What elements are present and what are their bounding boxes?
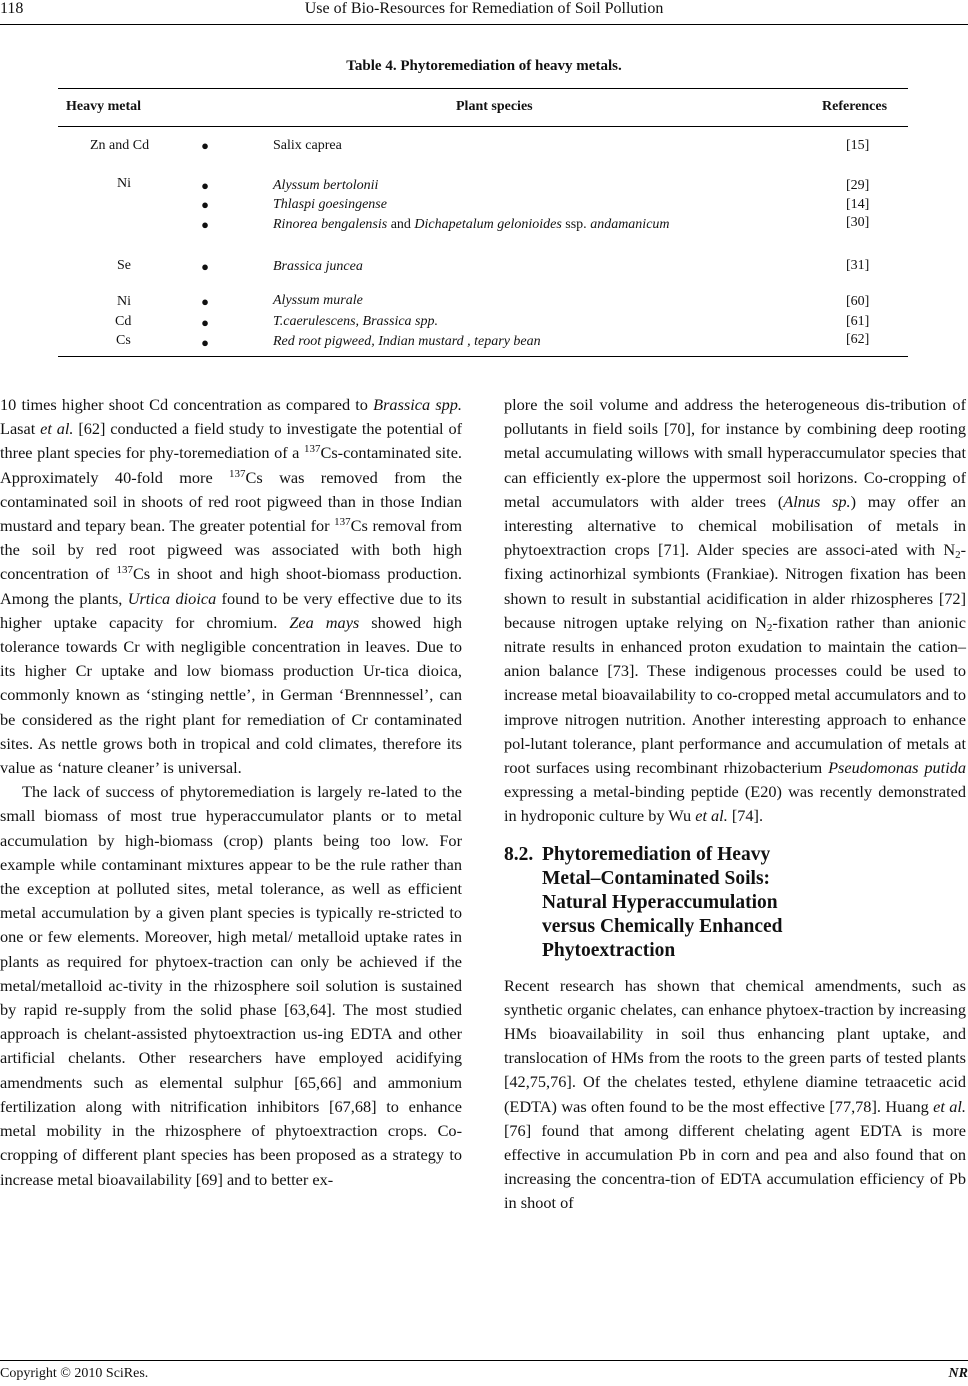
bullet-icon: ● — [201, 294, 209, 309]
body-paragraph: Recent research has shown that chemical amendments, such as synthetic organic chelates, can enhance phytoex-traction by increasing HMs bioavailability in soil thus enhancing plant uptake, and translocation of HMs from the roots to the green parts of tested plants [42,75,76]. Of the chelates tested, ethylene diamine tetraacetic acid (EDTA) was often found to be the most effective [77,78]. Huang et al. [76] found that among different chelating agent EDTA is more effective in accumulation Pb in corn and pea and also found that on increasing the concentra-tion of EDTA accumulation efficiency of Pb in shoot of — [504, 975, 966, 1213]
left-column — [0, 393, 462, 1192]
metal-cell: Ni — [117, 176, 131, 191]
species-cell: Alyssum bertolonii — [273, 178, 379, 193]
reference-cell: [14] — [846, 197, 870, 212]
reference-cell: [60] — [846, 294, 870, 309]
metal-cell: Cd — [115, 314, 132, 329]
journal-abbreviation: NR — [948, 1366, 968, 1381]
bullet-icon: ● — [201, 335, 209, 350]
section-title-line: Phytoextraction — [542, 939, 676, 961]
species-cell: Brassica juncea — [273, 259, 363, 274]
col-header-plant-species: Plant species — [456, 99, 533, 114]
bullet-icon: ● — [201, 259, 209, 274]
running-title: Use of Bio-Resources for Remediation of Soil Pollution — [304, 0, 664, 17]
species-cell: Alyssum murale — [273, 293, 363, 308]
species-cell: T.caerulescens, Brassica spp. — [273, 314, 438, 329]
reference-cell: [31] — [846, 258, 870, 273]
header-rule — [0, 24, 968, 25]
body-paragraph: The lack of success of phytoremediation is largely re-lated to the small biomass of most true hyperaccumulator plants or to metal accumulation by high-biomass (crop) plants being too low. For example while contaminant mixtures appear to be the rule rather than the exception at polluted sites, metal tolerance, as well as efficient metal accumulation by a given plant species is typically re-stricted to one or few elements. Moreover, high metal/ metalloid uptake rates in plants as required for phytoex-traction can only be achieved if the metal/metalloid ac-tivity in the rhizosphere soil solution is sustained by rapid re-supply from the solid phase [63,64]. The most studied approach is chelant-assisted phytoextraction us-ing EDTA and other artificial chelants. Other researchers have employed acidifying amendments such as elemental sulphur [65,66] and ammonium fertilization along with nitrification inhibitors [67,68] to enhance metal mobility in the rhizosphere of phytoextraction crops. Co-cropping of different plant species has been proposed as a strategy to increase metal bioavailability [69] and to better ex- — [0, 782, 462, 1189]
section-title-line: Phytoremediation of Heavy — [542, 843, 771, 865]
section-title-line: Natural Hyperaccumulation — [542, 891, 778, 913]
right-column — [504, 393, 966, 1216]
page-number: 118 — [0, 0, 24, 17]
table-header-rule — [58, 126, 908, 127]
footer-rule — [0, 1360, 968, 1361]
col-header-heavy-metal: Heavy metal — [66, 99, 142, 114]
metal-cell: Cs — [116, 333, 131, 348]
reference-cell: [62] — [846, 332, 870, 347]
body-paragraph: 10 times higher shoot Cd concentration as compared to Brassica spp. Lasat et al. [62] conducted a field study to investigate the potential of three plant species for phy-toremediation of a $^{137}$Cs-contaminated site. Approximately 40-fold more $^{137}$Cs was removed from the contaminated soil in shoots of red root pigweed than in those Indian mustard and tepary bean. The greater potential for $^{137}$Cs removal from the soil by red root pigweed was associated with both high concentration of $^{137}$Cs in shoot and high shoot-biomass production. Among the plants, Urtica dioica found to be very effective due to its higher uptake capacity for chromium. Zea mays showed high tolerance towards Cr with negligible concentration in leaves. Due to its higher Cr uptake and low biomass production Ur-tica dioica, commonly known as ‘stinging nettle’, in German ‘Brennnessel’, can be considered as the right plant for remediation of Cr contaminated sites. As nettle grows both in tropical and cold climates, therefore its value as ‘nature cleaner’ is universal. — [0, 395, 463, 778]
metal-cell: Se — [117, 258, 131, 273]
bullet-icon: ● — [201, 197, 209, 212]
bullet-icon: ● — [201, 178, 209, 193]
reference-cell: [30] — [846, 215, 870, 230]
body-paragraph: plore the soil volume and address the heterogeneous dis-tribution of pollutants in field soils [70], for instance by combining deep rooting metal accumulating willows with small hyperaccumulator species that can efficiently ex-plore the uppermost soil horizons. Co-cropping of metal accumulators with alder trees (Alnus sp.) may offer an interesting alternative to chemical mobilisation of metals in phytoextraction crops [71]. Alder species are associ-ated with $N_2$-fixing actinorhizal symbionts (Frankiae). Nitrogen fixation has been shown to result in substantial acidification in alder rhizospheres [72] because nitrogen uptake relying on $N_2$-fixation rather than anionic nitrate results in enhanced proton exudation to maintain the cation–anion balance [73]. These indigenous processes could be used to increase metal bioavailability to co-cropped metal accumulators and to improve nitrogen nutrition. Another interesting approach to enhance pol-lutant tolerance, plant performance and accumulation of metals at root surfaces using recombinant rhizobacterium Pseudomonas putida expressing a metal-binding peptide (E20) was recently demonstrated in hydroponic culture by Wu et al. [74]. — [504, 395, 966, 826]
table-bottom-rule — [58, 356, 908, 357]
species-cell: Rinorea bengalensis and Dichapetalum gelonioides ssp. andamanicum — [273, 217, 670, 232]
section-number: 8.2. — [504, 843, 534, 865]
bullet-icon: ● — [201, 138, 209, 153]
table-title: Table 4. Phytoremediation of heavy metals. — [346, 58, 622, 74]
copyright-notice: Copyright © 2010 SciRes. — [0, 1366, 149, 1381]
reference-cell: [15] — [846, 138, 870, 153]
table-top-rule — [58, 88, 908, 89]
col-header-references: References — [822, 99, 888, 114]
section-title-line: Metal–Contaminated Soils: — [542, 867, 771, 889]
bullet-icon: ● — [201, 315, 209, 330]
species-cell: Red root pigweed, Indian mustard , tepary bean — [273, 334, 541, 349]
section-title-line: versus Chemically Enhanced — [542, 915, 783, 937]
section-heading — [504, 843, 966, 963]
reference-cell: [29] — [846, 178, 870, 193]
reference-cell: [61] — [846, 314, 870, 329]
bullet-icon: ● — [201, 217, 209, 232]
metal-cell: Zn and Cd — [90, 138, 150, 153]
species-cell: Thlaspi goesingense — [273, 197, 387, 212]
metal-cell: Ni — [117, 294, 131, 309]
species-cell: Salix caprea — [273, 138, 342, 153]
